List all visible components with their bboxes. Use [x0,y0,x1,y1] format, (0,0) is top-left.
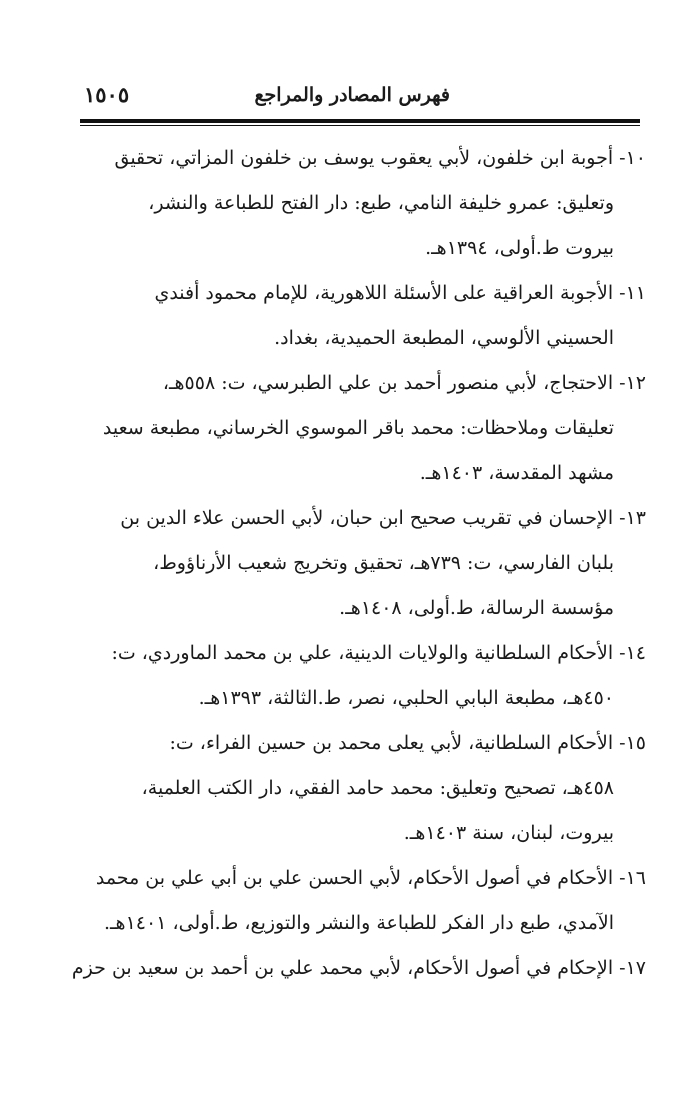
entry-line: وتعليق: عمرو خليفة النامي، طبع: دار الفتح للطباعة والنشر، [148,192,614,214]
bibliography-entry-14 [68,631,646,721]
entry-line: ١٢- الاحتجاج، لأبي منصور أحمد بن علي الطبرسي، ت: ٥٥٨هـ، [162,372,646,394]
entry-line: الآمدي، طبع دار الفكر للطباعة والنشر والتوزيع، ط.أولى، ١٤٠١هـ. [103,912,614,934]
entry-line: ١١- الأجوبة العراقية على الأسئلة اللاهورية، للإمام محمود أفندي [154,282,646,304]
page-number: ١٥٠٥ [84,82,130,107]
bibliography-entry-17 [68,946,646,991]
bibliography-entry-12 [68,361,646,496]
entry-line: بيروت ط.أولى، ١٣٩٤هـ. [425,237,614,259]
entry-line: ١٣- الإحسان في تقريب صحيح ابن حبان، لأبي الحسن علاء الدين بن [120,507,646,529]
bibliography-entry-15 [68,721,646,856]
entry-line: ١٥- الأحكام السلطانية، لأبي يعلى محمد بن حسين الفراء، ت: [169,732,646,754]
bibliography-entry-13 [68,496,646,631]
page-header [78,80,620,116]
bibliography-entry-10 [68,136,646,271]
running-title: فهرس المصادر والمراجع [254,84,450,106]
entry-line: مؤسسة الرسالة، ط.أولى، ١٤٠٨هـ. [339,597,614,619]
entry-line: بلبان الفارسي، ت: ٧٣٩هـ، تحقيق وتخريج شعيب الأرناؤوط، [153,552,614,574]
bibliography-entry-11 [68,271,646,361]
entry-line: ٤٥٨هـ، تصحيح وتعليق: محمد حامد الفقي، دار الكتب العلمية، [141,777,614,799]
entry-line: ١٦- الأحكام في أصول الأحكام، لأبي الحسن علي بن أبي علي بن محمد [95,867,646,889]
bibliography-list [68,136,646,991]
header-rule-thick [80,119,640,123]
header-rule-thin [80,125,640,126]
entry-line: ١٠- أجوبة ابن خلفون، لأبي يعقوب يوسف بن خلفون المزاتي، تحقيق [114,147,646,169]
entry-line: بيروت، لبنان، سنة ١٤٠٣هـ. [403,822,614,844]
entry-line: ١٤- الأحكام السلطانية والولايات الدينية، علي بن محمد الماوردي، ت: [111,642,646,664]
bibliography-entry-16 [68,856,646,946]
entry-line: تعليقات وملاحظات: محمد باقر الموسوي الخرساني، مطبعة سعيد [102,417,614,439]
entry-line: ٤٥٠هـ، مطبعة البابي الحلبي، نصر، ط.الثالثة، ١٣٩٣هـ. [198,687,614,709]
entry-line: مشهد المقدسة، ١٤٠٣هـ. [419,462,614,484]
entry-line: الحسيني الألوسي، المطبعة الحميدية، بغداد. [274,327,614,349]
entry-line: ١٧- الإحكام في أصول الأحكام، لأبي محمد علي بن أحمد بن سعيد بن حزم [71,957,646,979]
